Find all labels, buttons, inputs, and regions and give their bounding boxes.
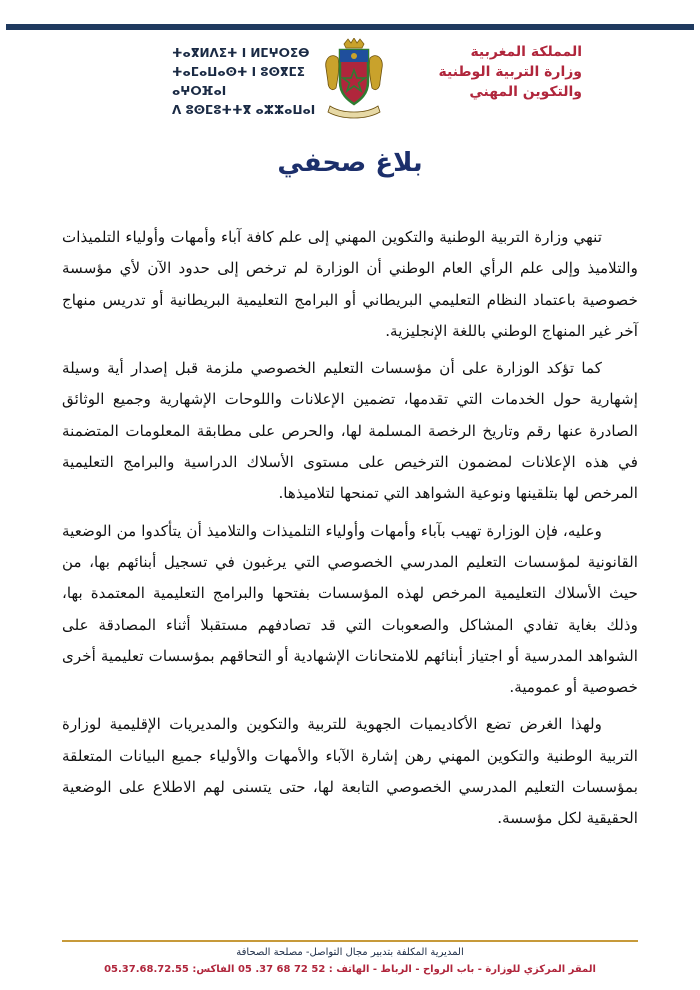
coat-of-arms-icon	[322, 38, 386, 122]
footer-department: المديرية المكلفة بتدبير مجال التواصل- مصلحة الصحافة	[236, 947, 464, 958]
letterhead	[0, 38, 700, 128]
tifinagh-line-2: ⵜⴰⵎⴰⵡⴰⵙⵜ ⵏ ⵓⵙⴳⵎⵉ ⴰⵖⵔⴼⴰⵏ	[172, 65, 305, 98]
header-top-rule	[6, 24, 694, 30]
tifinagh-line-3: ⴷ ⵓⵙⵎⵓⵜⵜⴳ ⴰⵣⵣⴰⵡⴰⵏ	[172, 103, 316, 117]
footer	[40, 944, 660, 978]
press-release-body	[62, 222, 638, 841]
arabic-line-2: وزارة التربية الوطنية	[438, 64, 582, 80]
paragraph-1: تنهي وزارة التربية الوطنية والتكوين المهني إلى علم كافة آباء وأمهات وأولياء التلميذات والتلاميذ وإلى علم الرأي العام الوطني أن الوزارة لم ترخص إلى حدود الآن لأي مؤسسة خصوصية باعتماد النظام التعليمي البريطاني أو البرامج التعليمية البريطانية أو تدريس منهاج آخر غير المنهاج الوطني باللغة الإنجليزية.	[62, 228, 638, 340]
paragraph-2: كما تؤكد الوزارة على أن مؤسسات التعليم الخصوصي ملزمة قبل إصدار أية وسيلة إشهارية حول الخدمات التي تقدمها، تضمين الإعلانات واللوحات الإشهارية وجميع الوثائق الصادرة عنها رقم وتاريخ الرخصة المسلمة لها، والحرص على مطابقة المعلومات المتضمنة في هذه الإعلانات لمضمون الترخيص على مستوى الأسلاك الدراسية والبرامج التعليمية المرخص لها بتلقينها ونوعية الشواهد التي تمنحها لتلاميذها.	[62, 359, 638, 503]
arabic-line-3: والتكوين المهني	[469, 84, 582, 100]
tifinagh-line-1: ⵜⴰⴳⵍⴷⵉⵜ ⵏ ⵍⵎⵖⵔⵉⴱ	[172, 46, 310, 60]
footer-contact: المقر المركزي للوزارة - باب الرواح - الرباط - الهاتف : 52 72 68 37. 05 الفاكس: 05.37.68.72.55	[104, 964, 596, 975]
paragraph-3: وعليه، فإن الوزارة تهيب بآباء وأمهات وأولياء التلميذات والتلاميذ أن يتأكدوا من الوضعية القانونية لمؤسسات التعليم المدرسي الخصوصي التي يرغبون في تسجيل أبنائهم بها، من حيث الأسلاك التعليمية المرخص لهذه المؤسسات بفتحها والبرامج التعليمية المعتمدة بها، وذلك بغاية تفادي المشاكل والصعوبات التي قد تصادفهم مستقبلا أثناء المصادقة على الشواهد المدرسية أو اجتياز أبنائهم للامتحانات الإشهادية أو التحاقهم بمؤسسات تعليمية أخرى خصوصية أو عمومية.	[62, 521, 638, 697]
arabic-line-1: المملكة المغربية	[470, 44, 582, 60]
arabic-ministry-name	[422, 42, 582, 102]
paragraph-4: ولهذا الغرض تضع الأكاديميات الجهوية للتربية والتكوين والمديريات الإقليمية لوزارة التربية الوطنية والتكوين المهني رهن إشارة الآباء والأمهات والأولياء جميع البيانات المتعلقة بمؤسسات التعليم المدرسي الخصوصي التابعة لها، حتى يتسنى لهم الاطلاع على الوضعية الحقيقية لكل مؤسسة.	[62, 715, 638, 828]
tifinagh-ministry-name	[172, 44, 322, 120]
page-title: بلاغ صحفي	[277, 148, 423, 178]
footer-divider	[62, 940, 638, 942]
